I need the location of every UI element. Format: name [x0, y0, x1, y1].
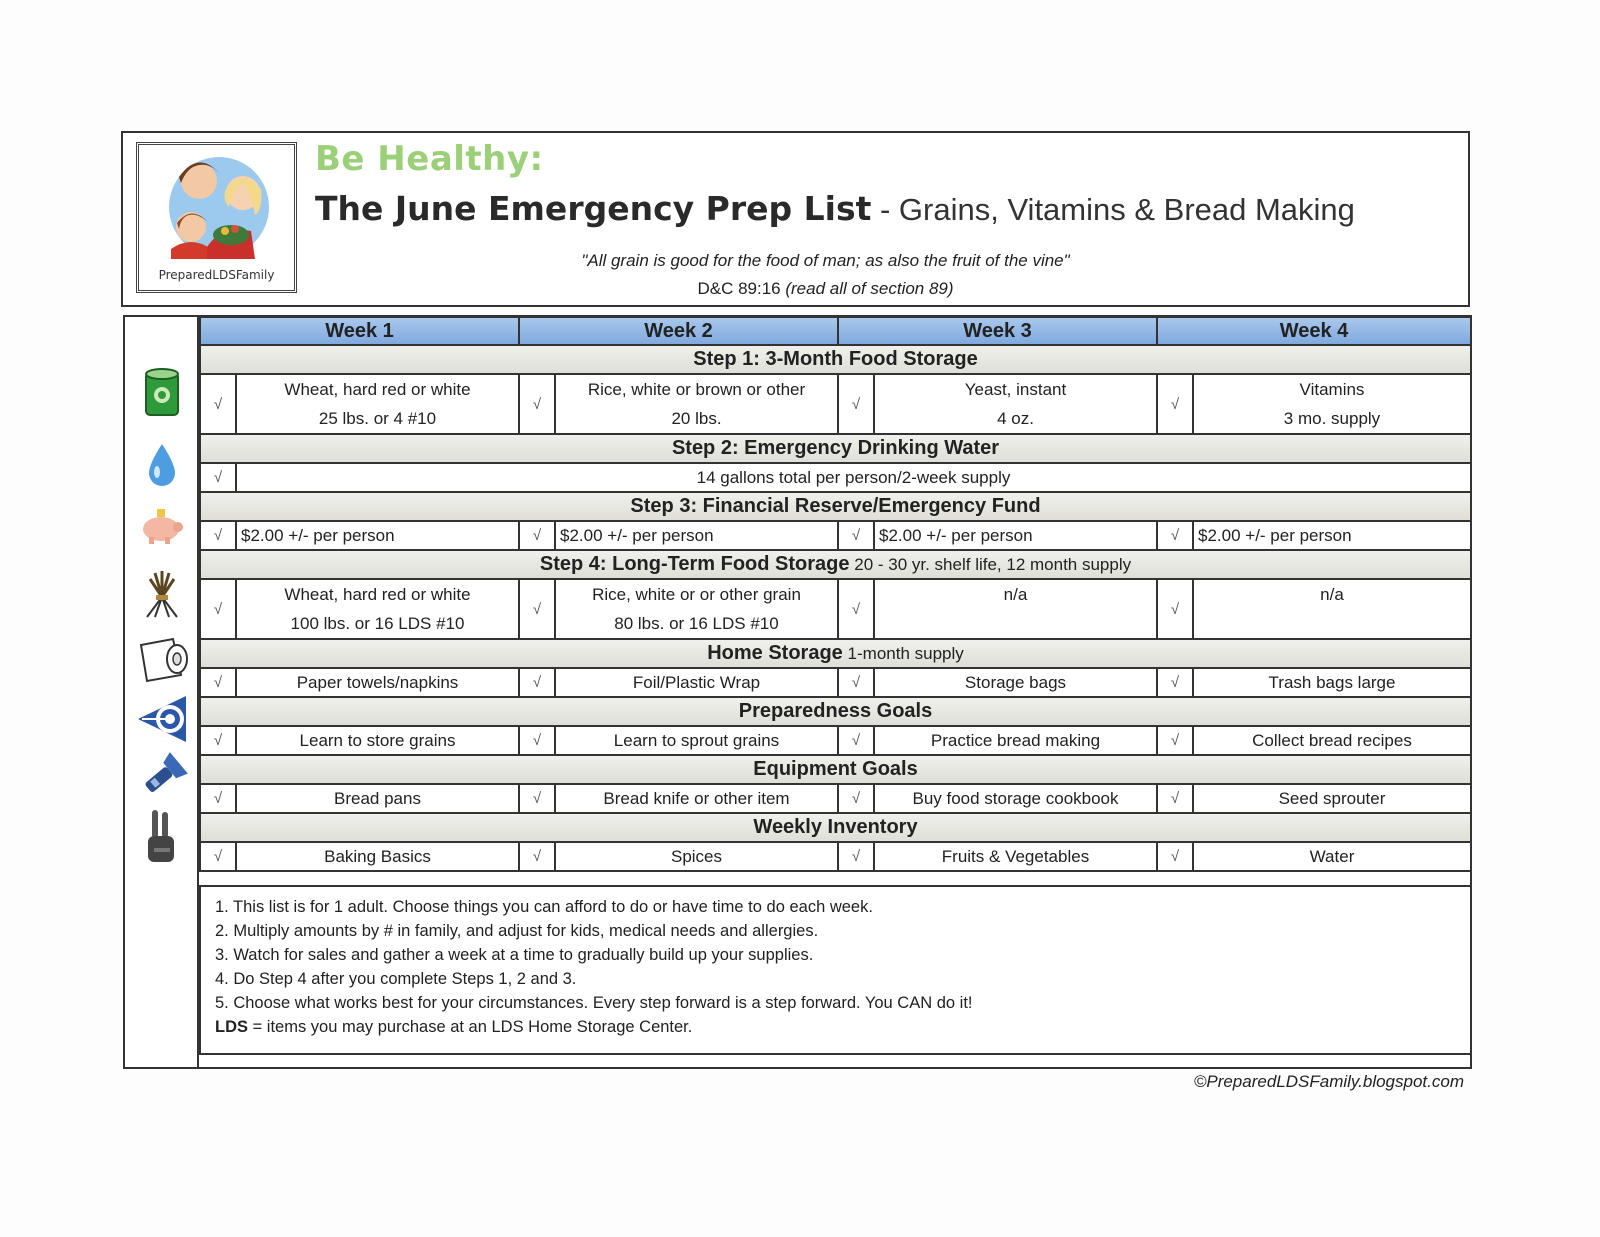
checkbox[interactable]: √	[519, 842, 555, 871]
checkbox[interactable]: √	[519, 726, 555, 755]
scripture-quote: "All grain is good for the food of man; as also the fruit of the vine"	[581, 251, 1070, 270]
checkbox[interactable]: √	[1157, 374, 1193, 434]
family-illustration-icon	[151, 149, 281, 259]
inventory-row	[200, 842, 1471, 871]
step4-week3-cell	[874, 579, 1157, 639]
equip-week1-cell: Bread pans	[236, 784, 519, 813]
section-preparedness-title: Preparedness Goals	[200, 697, 1471, 726]
checkbox[interactable]: √	[519, 579, 555, 639]
note-item: 4. Do Step 4 after you complete Steps 1, 2 and 3.	[215, 970, 577, 988]
note-item: 3. Watch for sales and gather a week at a time to gradually build up your supplies.	[215, 946, 814, 964]
checkbox[interactable]: √	[200, 726, 236, 755]
week-1-header: Week 1	[200, 317, 519, 345]
checkbox[interactable]: √	[838, 579, 874, 639]
inv-week4-cell: Water	[1193, 842, 1471, 871]
item-name: Yeast, instant	[964, 380, 1067, 399]
flashlight-icon	[133, 749, 191, 805]
checkbox[interactable]: √	[519, 784, 555, 813]
prep-week1-cell: Learn to store grains	[236, 726, 519, 755]
water-drop-icon	[133, 437, 191, 493]
checkbox[interactable]: √	[200, 784, 236, 813]
ref-italic: (read all of section 89)	[785, 279, 954, 298]
step2-item: 14 gallons total per person/2-week supply	[236, 463, 1471, 492]
section-step3-title: Step 3: Financial Reserve/Emergency Fund	[200, 492, 1471, 521]
item-name: Rice, white or or other grain	[592, 585, 801, 604]
scripture-reference	[123, 279, 1468, 299]
header-box	[121, 131, 1470, 307]
section-step4-title	[200, 550, 1471, 579]
item-name: Rice, white or brown or other	[587, 380, 806, 399]
checkbox[interactable]: √	[519, 374, 555, 434]
checkbox[interactable]: √	[200, 842, 236, 871]
week-header-row	[200, 317, 1471, 345]
checkbox[interactable]: √	[200, 374, 236, 434]
home-storage-note: 1-month supply	[842, 644, 964, 663]
step4-row	[200, 579, 1471, 639]
checkbox[interactable]: √	[200, 521, 236, 550]
inv-week1-cell: Baking Basics	[236, 842, 519, 871]
step4-week2-cell	[555, 579, 838, 639]
logo-label: PreparedLDSFamily	[158, 268, 275, 282]
checkbox[interactable]: √	[1157, 726, 1193, 755]
step1-week3-cell	[874, 374, 1157, 434]
paper-towel-icon	[133, 631, 191, 687]
item-amount: 4 oz.	[997, 409, 1034, 428]
checkbox[interactable]: √	[200, 579, 236, 639]
title-sub: - Grains, Vitamins & Bread Making	[871, 192, 1355, 227]
checkbox[interactable]: √	[838, 374, 874, 434]
inv-week2-cell: Spices	[555, 842, 838, 871]
lds-rest: = items you may purchase at an LDS Home Storage Center.	[248, 1018, 693, 1036]
section-equipment-title: Equipment Goals	[200, 755, 1471, 784]
checkbox[interactable]: √	[838, 726, 874, 755]
preparedness-row	[200, 726, 1471, 755]
icon-column	[125, 317, 199, 1067]
step4-note: 20 - 30 yr. shelf life, 12 month supply	[849, 555, 1132, 574]
prep-grid	[199, 316, 1472, 872]
equip-week3-cell: Buy food storage cookbook	[874, 784, 1157, 813]
checkbox[interactable]: √	[838, 784, 874, 813]
item-name: n/a	[1003, 585, 1028, 604]
section-home-storage-title	[200, 639, 1471, 668]
checkbox[interactable]: √	[519, 668, 555, 697]
checkbox[interactable]: √	[200, 668, 236, 697]
lds-bold: LDS	[215, 1018, 248, 1036]
step4-title: Step 4: Long-Term Food Storage	[539, 553, 850, 575]
prep-week4-cell: Collect bread recipes	[1193, 726, 1471, 755]
checkbox[interactable]: √	[838, 521, 874, 550]
item-name: Wheat, hard red or white	[284, 380, 471, 399]
step3-week3-cell: $2.00 +/- per person	[874, 521, 1157, 550]
home-week4-cell: Trash bags large	[1193, 668, 1471, 697]
target-icon	[133, 691, 191, 747]
wheat-sheaf-icon	[133, 565, 191, 621]
prep-week2-cell: Learn to sprout grains	[555, 726, 838, 755]
copyright-credit: ©PreparedLDSFamily.blogspot.com	[1193, 1072, 1464, 1091]
equipment-row	[200, 784, 1471, 813]
tagline: Be Healthy:	[315, 139, 544, 179]
note-item: 1. This list is for 1 adult. Choose things you can afford to do or have time to do each week.	[215, 898, 873, 916]
home-week3-cell: Storage bags	[874, 668, 1157, 697]
piggy-bank-icon	[133, 497, 191, 553]
checkbox[interactable]: √	[1157, 842, 1193, 871]
home-storage-title: Home Storage	[707, 642, 843, 664]
ref-plain: D&C 89:16	[697, 279, 786, 298]
week-3-header: Week 3	[838, 317, 1157, 345]
step4-week1-cell	[236, 579, 519, 639]
notes-box	[199, 885, 1472, 1055]
equip-week2-cell: Bread knife or other item	[555, 784, 838, 813]
peace-hand-icon	[133, 811, 191, 867]
checkbox[interactable]: √	[1157, 579, 1193, 639]
item-name: Vitamins	[1299, 380, 1365, 399]
equip-week4-cell: Seed sprouter	[1193, 784, 1471, 813]
inv-week3-cell: Fruits & Vegetables	[874, 842, 1157, 871]
checkbox[interactable]: √	[1157, 521, 1193, 550]
home-week1-cell: Paper towels/napkins	[236, 668, 519, 697]
checkbox[interactable]: √	[838, 668, 874, 697]
note-item: 5. Choose what works best for your circumstances. Every step forward is a step forward. You CAN do it!	[215, 994, 973, 1012]
page-title	[315, 189, 1355, 228]
title-main: The June Emergency Prep List	[315, 189, 872, 228]
week-4-header: Week 4	[1157, 317, 1471, 345]
step1-week4-cell	[1193, 374, 1471, 434]
home-week2-cell: Foil/Plastic Wrap	[555, 668, 838, 697]
lds-note	[215, 1015, 1456, 1039]
step1-row	[200, 374, 1471, 434]
week-2-header: Week 2	[519, 317, 838, 345]
item-name: n/a	[1320, 585, 1344, 604]
food-can-icon	[133, 365, 191, 421]
checkbox[interactable]: √	[1157, 668, 1193, 697]
item-amount: 20 lbs.	[671, 409, 722, 428]
note-item: 2. Multiply amounts by # in family, and adjust for kids, medical needs and allergies.	[215, 922, 819, 940]
step3-row	[200, 521, 1471, 550]
item-name: Wheat, hard red or white	[284, 585, 471, 604]
section-inventory-title: Weekly Inventory	[200, 813, 1471, 842]
home-storage-row	[200, 668, 1471, 697]
step1-week2-cell	[555, 374, 838, 434]
step2-row	[200, 463, 1471, 492]
item-amount: 100 lbs. or 16 LDS #10	[290, 614, 465, 633]
item-amount: 80 lbs. or 16 LDS #10	[614, 614, 779, 633]
checkbox[interactable]: √	[200, 463, 236, 492]
step4-week4-cell	[1193, 579, 1471, 639]
step3-week1-cell: $2.00 +/- per person	[236, 521, 519, 550]
step1-week1-cell	[236, 374, 519, 434]
checkbox[interactable]: √	[519, 521, 555, 550]
checkbox[interactable]: √	[838, 842, 874, 871]
item-amount: 3 mo. supply	[1283, 409, 1381, 428]
section-step1-title: Step 1: 3-Month Food Storage	[200, 345, 1471, 374]
checkbox[interactable]: √	[1157, 784, 1193, 813]
section-step2-title: Step 2: Emergency Drinking Water	[200, 434, 1471, 463]
prep-week3-cell: Practice bread making	[874, 726, 1157, 755]
step3-week2-cell: $2.00 +/- per person	[555, 521, 838, 550]
step3-week4-cell: $2.00 +/- per person	[1193, 521, 1471, 550]
item-amount: 25 lbs. or 4 #10	[318, 409, 437, 428]
